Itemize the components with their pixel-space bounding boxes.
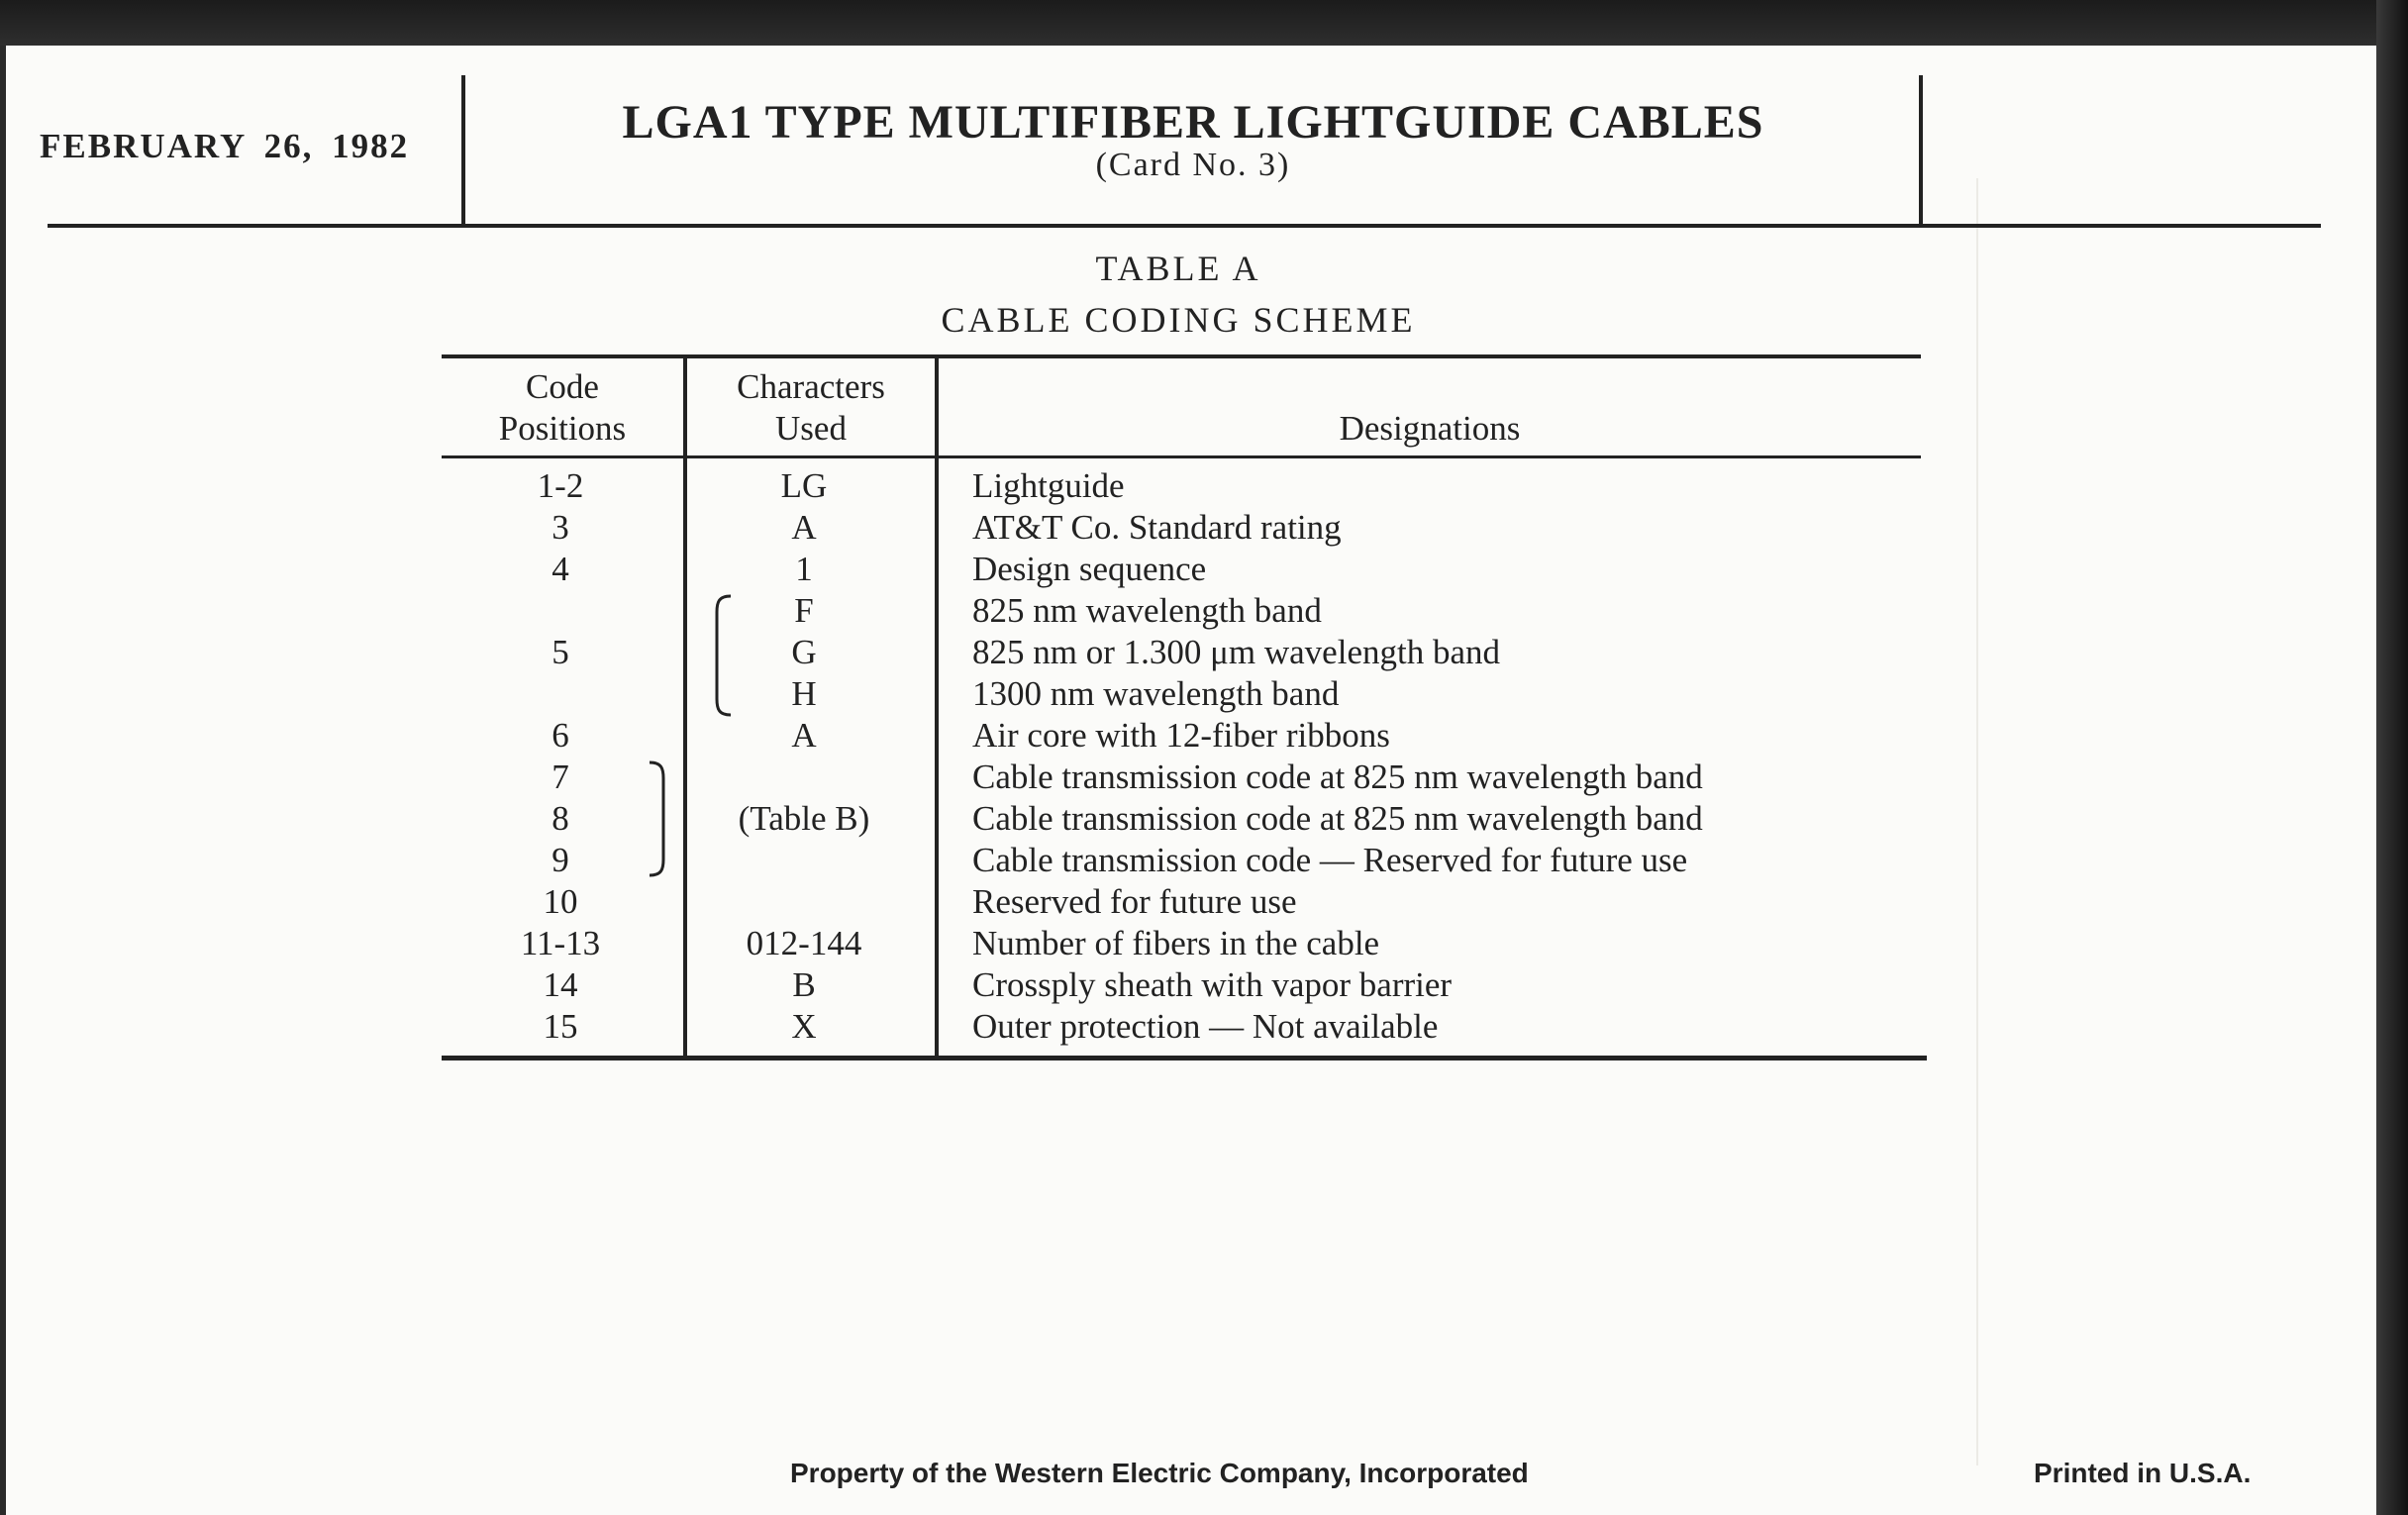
code-cell: 15	[543, 1007, 578, 1046]
code-cell: 4	[552, 550, 569, 588]
code-cell: 3	[552, 508, 569, 547]
document-title: LGA1 TYPE MULTIFIBER LIGHTGUIDE CABLES	[622, 96, 1764, 149]
code-cell: 8	[552, 799, 569, 838]
document-date: FEBRUARY 26, 1982	[40, 127, 410, 165]
designation-cell: Reserved for future use	[972, 882, 1297, 921]
chars-cell: B	[792, 965, 816, 1004]
table-row	[442, 673, 1927, 715]
designation-cell: Cable transmission code — Reserved for future use	[972, 841, 1688, 879]
table-row	[442, 964, 1927, 1006]
table-bottom-rule	[442, 1056, 1927, 1060]
code-cell: 5	[552, 633, 569, 671]
header-characters-used	[687, 366, 935, 450]
code-cell: 14	[543, 965, 578, 1004]
document-subtitle: (Card No. 3)	[1095, 147, 1291, 183]
table-top-rule	[442, 354, 1921, 358]
right-bracket-positions-7-9	[644, 758, 673, 879]
table-row	[442, 923, 1927, 964]
scan-top-edge	[0, 0, 2408, 46]
code-cell: 11-13	[520, 924, 601, 962]
designation-cell: 825 nm or 1.300 μm wavelength band	[972, 633, 1500, 671]
cable-coding-table	[442, 354, 1927, 1061]
header-rule	[48, 224, 2321, 228]
chars-cell: H	[791, 674, 817, 713]
table-row	[442, 632, 1927, 673]
table-row	[442, 465, 1927, 507]
chars-cell: G	[791, 633, 817, 671]
table-caption: CABLE CODING SCHEME	[941, 300, 1416, 340]
table-row	[442, 881, 1927, 923]
footer-property: Property of the Western Electric Company, Incorporated	[790, 1458, 1529, 1488]
designation-cell: Cable transmission code at 825 nm wavelength band	[972, 799, 1703, 838]
code-cell: 10	[543, 882, 578, 921]
header-code-line2: Positions	[498, 409, 627, 448]
designation-cell: 1300 nm wavelength band	[972, 674, 1340, 713]
table-row	[442, 507, 1927, 549]
table-row	[442, 1006, 1927, 1048]
header-code-positions	[442, 366, 683, 450]
designation-cell: Number of fibers in the cable	[972, 924, 1380, 962]
chars-cell: (Table B)	[738, 799, 870, 838]
chars-cell: 1	[795, 550, 813, 588]
code-cell: 6	[552, 716, 569, 755]
designation-cell: Lightguide	[972, 466, 1125, 505]
chars-cell: A	[791, 716, 817, 755]
header-chars-line1: Characters	[737, 367, 885, 406]
chars-cell: X	[791, 1007, 817, 1046]
card-crease	[1976, 178, 1978, 1465]
chars-cell: LG	[780, 466, 828, 505]
chars-cell: F	[794, 591, 814, 630]
code-cell: 7	[552, 758, 569, 796]
designation-cell: Cable transmission code at 825 nm wavelength band	[972, 758, 1703, 796]
chars-cell: 012-144	[746, 924, 862, 962]
header-chars-line2: Used	[775, 409, 847, 448]
chars-cell: A	[791, 508, 817, 547]
designation-cell: AT&T Co. Standard rating	[972, 508, 1342, 547]
table-row	[442, 590, 1927, 632]
designation-cell: Design sequence	[972, 550, 1207, 588]
table-header-rule	[442, 455, 1921, 458]
designation-cell: Crossply sheath with vapor barrier	[972, 965, 1453, 1004]
table-row	[442, 715, 1927, 757]
code-cell: 1-2	[537, 466, 584, 505]
footer-printed: Printed in U.S.A.	[2034, 1458, 2252, 1488]
designation-cell: 825 nm wavelength band	[972, 591, 1322, 630]
table-label: TABLE A	[1095, 249, 1261, 288]
designation-cell: Air core with 12-fiber ribbons	[972, 716, 1390, 755]
designation-cell: Outer protection — Not available	[972, 1007, 1439, 1046]
table-row	[442, 549, 1927, 590]
header-code-line1: Code	[526, 367, 599, 406]
code-cell: 9	[552, 841, 569, 879]
scan-right-edge	[2376, 0, 2408, 1515]
left-bracket-position-5	[707, 592, 737, 719]
header-designations: Designations	[1339, 409, 1521, 448]
